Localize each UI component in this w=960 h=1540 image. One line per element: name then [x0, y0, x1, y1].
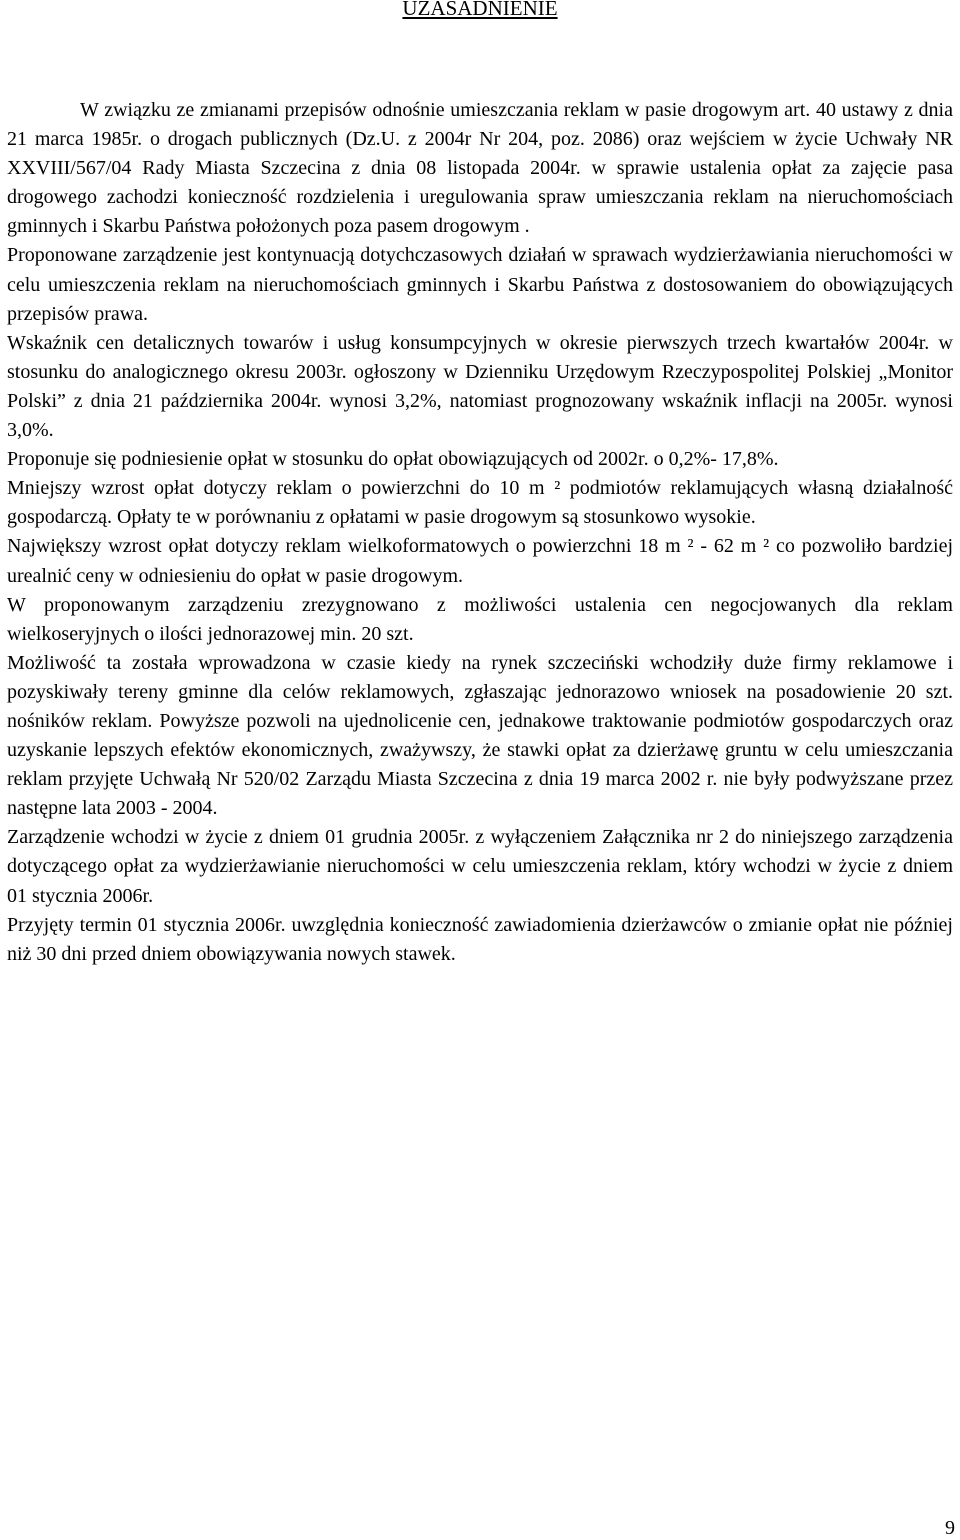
paragraph-intro: W związku ze zmianami przepisów odnośnie umieszczania reklam w pasie drogowym art. 40 ustawy z dnia 21 marca 1985r. o drogach publicznych (Dz.U. z 2004r Nr 204, poz. 2086) oraz wejściem w życie Uchwały NR XXVIII/567/04 Rady Miasta Szczecina z dnia 08 listopada 2004r. w sprawie ustalenia opłat za zajęcie pasa drogowego zachodzi konieczność rozdzielenia i uregulowania spraw umieszczania reklam na nieruchomościach gminnych i Skarbu Państwa położonych poza pasem drogowym .	[7, 99, 953, 238]
document-title: UZASADNIENIE	[402, 0, 558, 20]
paragraph-smaller-increase: Mniejszy wzrost opłat dotyczy reklam o powierzchni do 10 m ² podmiotów reklamujących własną działalność gospodarczą. Opłaty te w porównaniu z opłatami w pasie drogowym są stosunkowo wysokie.	[7, 477, 953, 529]
paragraph-possibility: Możliwość ta została wprowadzona w czasie kiedy na rynek szczeciński wchodziły duże firmy reklamowe i pozyskiwały tereny gminne dla celów reklamowych, zgłaszając jednorazowo wniosek na posadowienie 20 szt. nośników reklam. Powyższe pozwoli na ujednolicenie cen, jednakowe traktowanie podmiotów gospodarczych oraz uzyskanie lepszych efektów ekonomicznych, zważywszy, że stawki opłat za dzierżawę gruntu w celu umieszczania reklam przyjęte Uchwałą Nr 520/02 Zarządu Miasta Szczecina z dnia 19 marca 2002 r. nie były podwyższane przez następne lata 2003 - 2004.	[7, 651, 953, 820]
paragraph-negotiated-prices: W proponowanym zarządzeniu zrezygnowano z możliwości ustalenia cen negocjowanych dla reklam wielkoseryjnych o ilości jednorazowej min. 20 szt.	[7, 593, 953, 645]
paragraph-fee-increase: Proponuje się podniesienie opłat w stosunku do opłat obowiązujących od 2002r. o 0,2%- 17,8%.	[7, 448, 779, 471]
paragraph-proposal: Proponowane zarządzenie jest kontynuacją dotychczasowych działań w sprawach wydzierżawiania nieruchomości w celu umieszczenia reklam na nieruchomościach gminnych i Skarbu Państwa z dostosowaniem do obowiązujących przepisów prawa.	[7, 244, 953, 325]
paragraph-effective-date: Zarządzenie wchodzi w życie z dniem 01 grudnia 2005r. z wyłączeniem Załącznika nr 2 do niniejszego zarządzenia dotyczącego opłat za wydzierżawianie nieruchomości w celu umieszczenia reklam, który wchodzi w życie z dniem 01 stycznia 2006r.	[7, 826, 953, 907]
page-number: 9	[945, 1517, 955, 1539]
paragraph-adopted-term: Przyjęty termin 01 stycznia 2006r. uwzględnia konieczność zawiadomienia dzierżawców o zmianie opłat nie później niż 30 dni przed dniem obowiązywania nowych stawek.	[7, 913, 953, 965]
paragraph-largest-increase: Największy wzrost opłat dotyczy reklam wielkoformatowych o powierzchni 18 m ² - 62 m ² co pozwoliło bardziej urealnić ceny w odniesieniu do opłat w pasie drogowym.	[7, 535, 953, 587]
document-body	[7, 96, 953, 969]
paragraph-price-index: Wskaźnik cen detalicznych towarów i usług konsumpcyjnych w okresie pierwszych trzech kwartałów 2004r. w stosunku do analogicznego okresu 2003r. ogłoszony w Dzienniku Urzędowym Rzeczypospolitej Polskiej „Monitor Polski” z dnia 21 października 2004r. wynosi 3,2%, natomiast prognozowany wskaźnik inflacji na 2005r. wynosi 3,0%.	[7, 331, 953, 442]
